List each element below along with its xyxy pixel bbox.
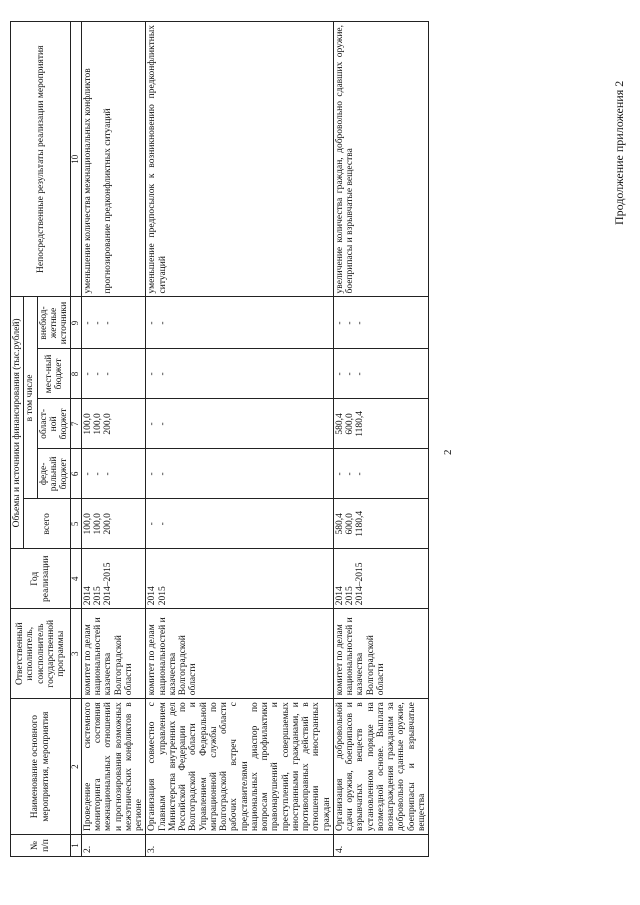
activity-name: Организация добровольной сдачи оружия, боеприпасов и взрывчатых веществ в установленном порядке на возмездной основе. Выплата вознаграждения гражданам за добровольно сданные оружие, боеприпасы и взрывчатые вещества (333, 699, 428, 835)
expected-results: уменьшение количества межнациональных конфликтов прогнозирование предконфликтных ситуаций (81, 22, 146, 297)
amount-federal: - - - (81, 449, 146, 499)
financing-table (10, 21, 429, 857)
header-row-1 (11, 22, 24, 857)
row-number: 2. (81, 835, 146, 857)
year: 2014 2015 (146, 549, 334, 609)
expected-results: уменьшение предпосылок к возникновению предконфликтных ситуаций (146, 22, 334, 297)
column-number-row (71, 22, 82, 857)
amount-regional: 100,0 100,0 200,0 (81, 399, 146, 449)
header-extra-budget: внебюд-жетные источники (37, 297, 71, 349)
executor: комитет по делам национальностей и казачества Волгоградской области (146, 609, 334, 699)
activity-name: Проведение системного мониторинга состояния межнациональных отношений и прогнозирования возможных межэтнических конфликтов в регионе (81, 699, 146, 835)
header-local: мест-ный бюджет (37, 349, 71, 399)
expected-results: увеличение количества граждан, добровольно сдавших оружие, боеприпасы и взрывчатые вещества (333, 22, 428, 297)
appendix-caption: Продолжение приложения 2 (612, 80, 626, 225)
header-regional: област-ной бюджет (37, 399, 71, 449)
amount-local: - - - (81, 349, 146, 399)
amount-federal: - - (146, 449, 334, 499)
col-number: 8 (71, 349, 82, 399)
header-including: в том числе (24, 297, 37, 499)
col-number: 2 (71, 699, 82, 835)
amount-extra-budget: - - - (81, 297, 146, 349)
header-year: Год реализации (11, 549, 71, 609)
amount-regional: - - (146, 399, 334, 449)
col-number: 7 (71, 399, 82, 449)
table-row (333, 22, 428, 857)
amount-total: 580,4 600,0 1180,4 (333, 499, 428, 549)
header-total: всего (24, 499, 71, 549)
executor: комитет по делам национальностей и казачества Волгоградской области (333, 609, 428, 699)
header-executor: Ответственный исполнитель, соисполнитель государственной программы (11, 609, 71, 699)
header-name: Наименование основного мероприятия, мероприятия (11, 699, 71, 835)
executor: комитет по делам национальностей и казачества Волгоградской области (81, 609, 146, 699)
col-number: 3 (71, 609, 82, 699)
col-number: 6 (71, 449, 82, 499)
col-number: 10 (71, 22, 82, 297)
header-financing: Объемы и источники финансирования (тыс.рублей) (11, 297, 24, 549)
amount-federal: - - - (333, 449, 428, 499)
amount-extra-budget: - - - (333, 297, 428, 349)
col-number: 4 (71, 549, 82, 609)
amount-total: - - (146, 499, 334, 549)
header-federal: феде-ральный бюджет (37, 449, 71, 499)
year: 2014 2015 2014–2015 (333, 549, 428, 609)
table-row (146, 22, 334, 857)
amount-extra-budget: - - (146, 297, 334, 349)
amount-regional: 580,4 600,0 1180,4 (333, 399, 428, 449)
col-number: 9 (71, 297, 82, 349)
col-number: 5 (71, 499, 82, 549)
amount-total: 100,0 100,0 200,0 (81, 499, 146, 549)
amount-local: - - - (333, 349, 428, 399)
row-number: 4. (333, 835, 428, 857)
row-number: 3. (146, 835, 334, 857)
header-num: № п/п (11, 835, 71, 857)
amount-local: - - (146, 349, 334, 399)
table-row (81, 22, 146, 857)
page-number: 2 (442, 449, 454, 455)
header-results: Непосредственные результаты реализации мероприятия (11, 22, 71, 297)
year: 2014 2015 2014–2015 (81, 549, 146, 609)
col-number: 1 (71, 835, 82, 857)
activity-name: Организация совместно с Главным управлением Министерства внутренних дел Российской Федерации по Волгоградской области и Управлением Федеральной миграционной службы по Волгоградской области рабочих встреч с представителями национальных диаспор по вопросам профилактики правонарушений и преступлений, совершаемых иностранными гражданами, и противоправных действий в отношении иностранных граждан (146, 699, 334, 835)
